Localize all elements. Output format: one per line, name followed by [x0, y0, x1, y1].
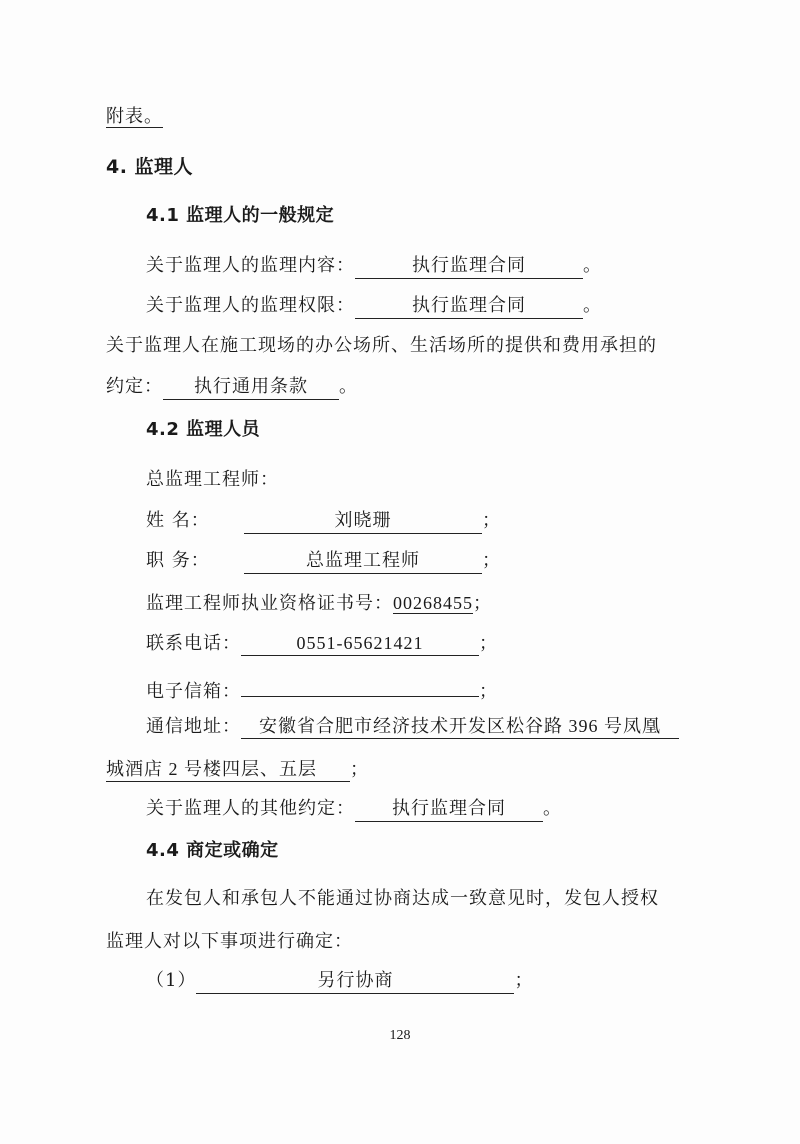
office-text: 关于监理人在施工现场的办公场所、生活场所的提供和费用承担的	[106, 335, 657, 356]
phone-value: 0551-65621421	[241, 631, 479, 656]
heading-4-1: 4.1 监理人的一般规定	[146, 205, 335, 226]
post-row: 职 务： 总监理工程师 ；	[146, 548, 501, 574]
page-number: 128	[389, 1028, 411, 1043]
name-row: 姓 名： 刘晓珊 ；	[146, 508, 501, 534]
phone-row: 联系电话： 0551-65621421 ；	[146, 633, 498, 654]
certificate-value: 00268455	[393, 593, 473, 613]
supervision-authority-row: 关于监理人的监理权限： 执行监理合同 。	[146, 293, 602, 319]
chief-engineer-label: 总监理工程师：	[146, 469, 279, 490]
item-1-row: （1） 另行协商 ；	[146, 968, 533, 994]
address-row-2: 城酒店 2 号楼四层、五层 ；	[106, 759, 369, 780]
address-value-1: 安徽省合肥市经济技术开发区松谷路 396 号凤凰	[241, 714, 679, 739]
other-agreement-row: 关于监理人的其他约定： 执行监理合同 。	[146, 796, 562, 822]
supervision-content-row: 关于监理人的监理内容： 执行监理合同 。	[146, 253, 602, 279]
supervision-authority-value: 执行监理合同	[355, 294, 583, 319]
supervision-content-value: 执行监理合同	[355, 254, 583, 279]
office-agreement-value: 执行通用条款	[163, 375, 339, 400]
office-agreement-row: 约定： 执行通用条款 。	[106, 374, 358, 400]
heading-4-2: 4.2 监理人员	[146, 419, 261, 440]
post-value: 总监理工程师	[244, 549, 482, 574]
email-row: 电子信箱： ；	[146, 672, 498, 705]
determination-text-2: 监理人对以下事项进行确定：	[106, 931, 353, 952]
name-value: 刘晓珊	[244, 509, 482, 534]
prev-line: 附表。	[106, 106, 163, 127]
other-agreement-value: 执行监理合同	[355, 797, 543, 822]
determination-text-1: 在发包人和承包人不能通过协商达成一致意见时，发包人授权	[146, 888, 659, 909]
section-title: 4. 监理人	[106, 156, 194, 178]
heading-4-4: 4.4 商定或确定	[146, 840, 279, 861]
email-value	[241, 672, 479, 697]
certificate-row: 监理工程师执业资格证书号：00268455；	[146, 593, 492, 614]
address-row-1: 通信地址： 安徽省合肥市经济技术开发区松谷路 396 号凤凰	[146, 714, 679, 740]
item-1-value: 另行协商	[196, 969, 514, 994]
address-value-2: 城酒店 2 号楼四层、五层	[106, 757, 350, 782]
